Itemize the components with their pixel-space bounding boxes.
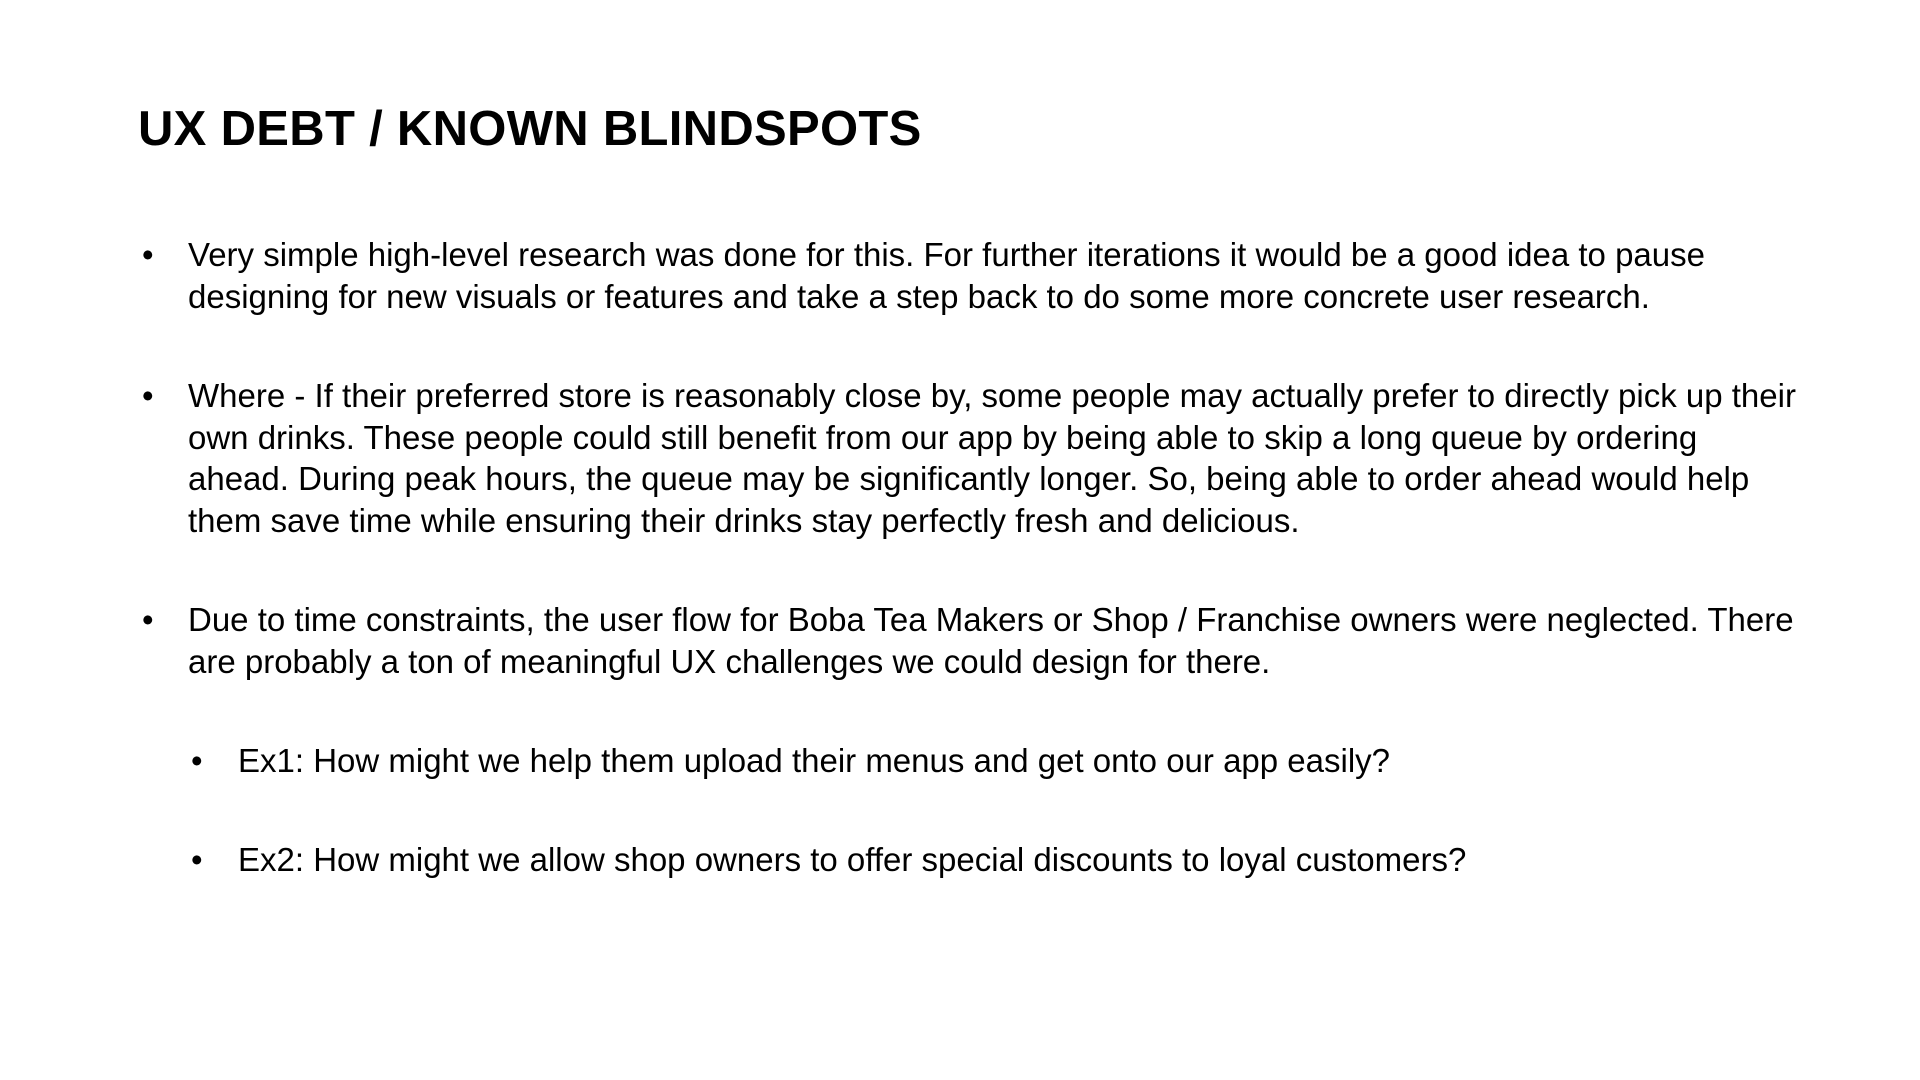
bullet-item — [138, 234, 1798, 317]
bullet-icon: • — [142, 601, 154, 638]
bullet-item — [138, 599, 1798, 682]
bullet-text: Ex1: How might we help them upload their menus and get onto our app easily? — [238, 742, 1391, 779]
bullet-text: Due to time constraints, the user flow for Boba Tea Makers or Shop / Franchise owners were neglected. There are probably a ton of meaningful UX challenges we could design for there. — [188, 601, 1794, 680]
sub-bullet-item — [138, 839, 1798, 881]
bullet-item — [138, 375, 1798, 541]
bullet-list — [138, 234, 1798, 937]
sub-bullet-item — [138, 740, 1798, 782]
slide-title: UX DEBT / KNOWN BLINDSPOTS — [138, 102, 922, 156]
bullet-icon: • — [142, 236, 154, 273]
bullet-text: Ex2: How might we allow shop owners to offer special discounts to loyal customers? — [238, 840, 1467, 878]
bullet-icon: • — [191, 840, 203, 878]
bullet-icon: • — [142, 377, 154, 414]
bullet-text: Where - If their preferred store is reasonably close by, some people may actually prefer to directly pick up their own drinks. These people could still benefit from our app by being able to skip a long queue by ordering ahead. During peak hours, the queue may be significantly longer. So, being able to order ahead would help them save time while ensuring their drinks stay perfectly fresh and delicious. — [188, 377, 1796, 539]
bullet-icon: • — [191, 742, 203, 779]
bullet-text: Very simple high-level research was done for this. For further iterations it would be a good idea to pause designing for new visuals or features and take a step back to do some more concrete user research. — [188, 236, 1705, 315]
